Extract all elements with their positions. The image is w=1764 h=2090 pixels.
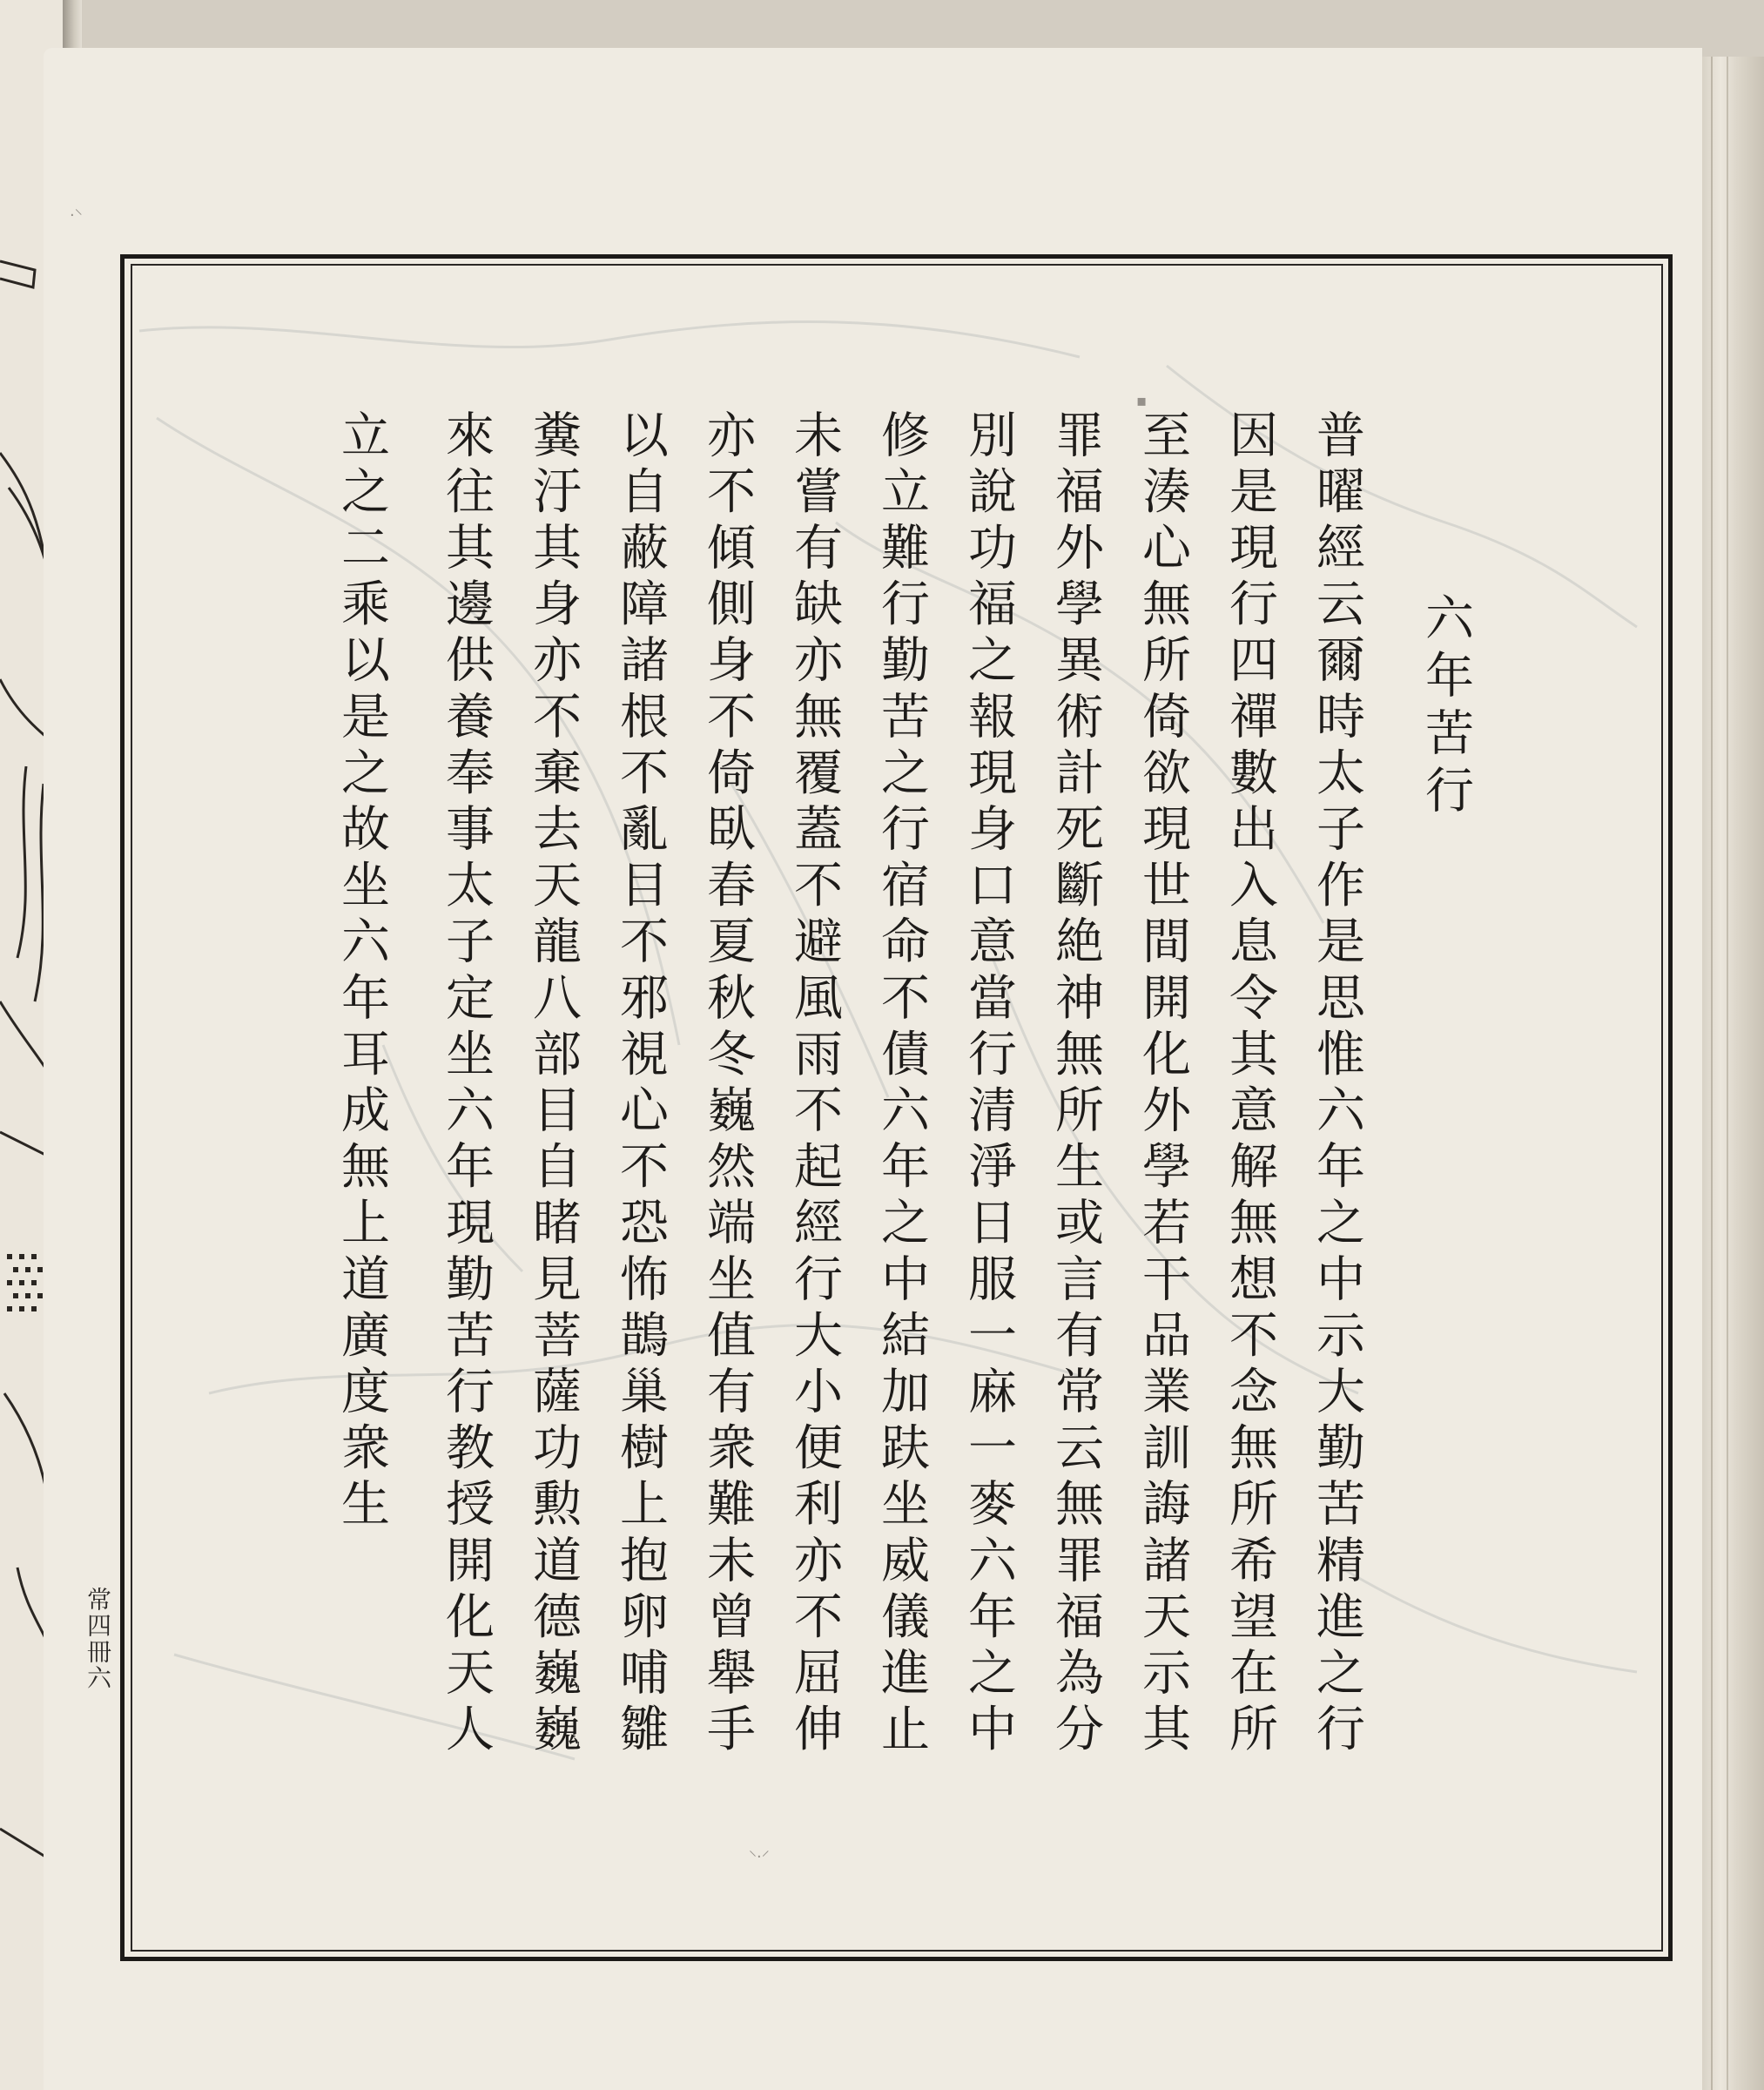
ink-speck: ▪ [1136, 392, 1148, 410]
text-column-3: 至湊心無所倚欲現世間開化外學若干品業訓誨諸天示其 [1134, 409, 1191, 1760]
text-column-8: 亦不傾側身不倚臥春夏秋冬巍然端坐值有衆難未曾舉手 [699, 409, 756, 1760]
text-column-12: 立之二乘以是之故坐六年耳成無上道廣度衆生 [333, 409, 390, 1534]
text-column-5: 別說功福之報現身口意當行清淨日服一麻一麥六年之中 [960, 409, 1017, 1760]
folio-marker: 常四冊六 [84, 1587, 112, 1691]
text-column-1: 普曜經云爾時太子作是思惟六年之中示大勤苦精進之行 [1309, 409, 1365, 1760]
text-column-2: 因是現行四禪數出入息令其意解無想不念無所希望在所 [1222, 409, 1278, 1760]
page-stack-edge [1702, 57, 1764, 2090]
text-column-10: 糞汙其身亦不棄去天龍八部目自睹見菩薩功勲道德巍巍 [525, 409, 582, 1760]
text-column-11: 來往其邊供養奉事太子定坐六年現勤苦行教授開化天人 [438, 409, 495, 1760]
text-column-7: 未嘗有缺亦無覆蓋不避風雨不起經行大小便利亦不屈伸 [786, 409, 843, 1760]
section-heading: 六年苦行 [1417, 592, 1474, 822]
ink-speck: ⸌·⸍ [749, 1848, 770, 1866]
ink-speck: ·⸌ [70, 206, 83, 225]
text-column-9: 以自蔽障諸根不亂目不邪視心不恐怖鵲巢樹上抱卵哺雛 [612, 409, 669, 1760]
text-column-4: 罪福外學異術計死斷絶神無所生或言有常云無罪福為分 [1047, 409, 1104, 1760]
text-column-6: 修立難行勤苦之行宿命不債六年之中結加趺坐威儀進止 [873, 409, 930, 1760]
